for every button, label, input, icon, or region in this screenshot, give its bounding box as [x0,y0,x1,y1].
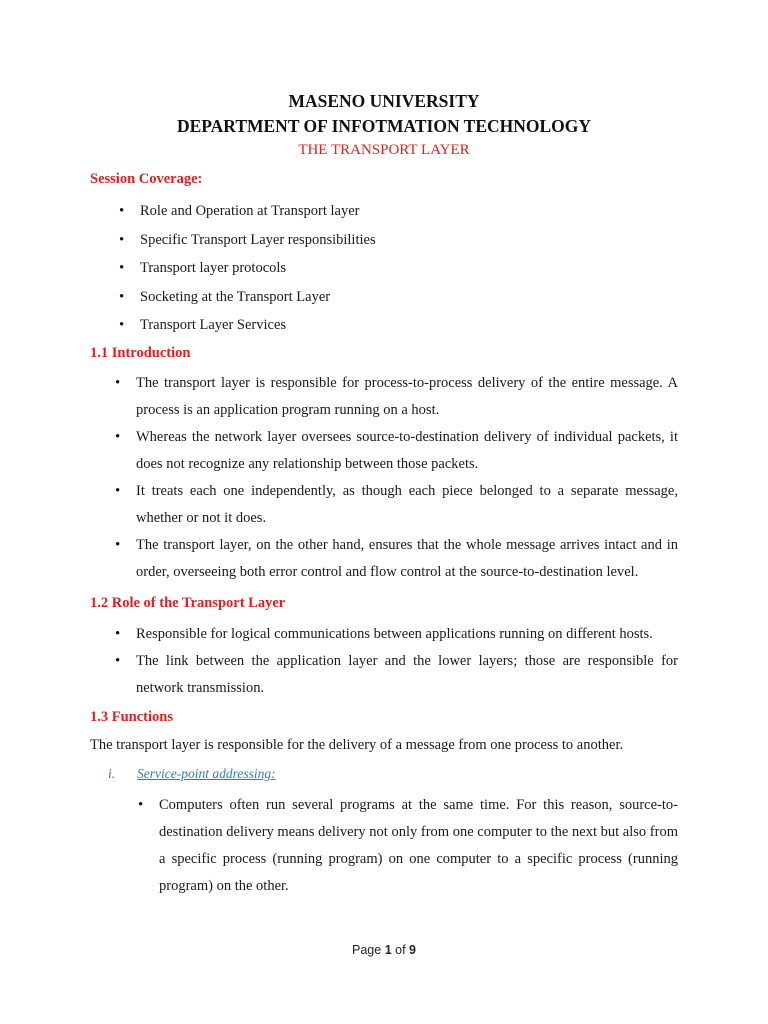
session-coverage-heading: Session Coverage: [90,171,203,187]
list-item: • The transport layer, on the other hand, ensures that the whole message arrives intact and in order, overseeing both error control and flow control at the source-to-destination level. [136,532,678,586]
list-item: • Transport layer protocols [140,254,680,283]
department-title: DEPARTMENT OF INFOTMATION TECHNOLOGY [176,116,592,136]
of-word: of [395,943,406,957]
session-coverage-list [140,197,680,340]
total-pages: 9 [409,943,416,957]
list-item: • Whereas the network layer oversees source-to-destination delivery of individual packets, it does not recognize any relationship between those packets. [136,424,678,478]
topic-title: THE TRANSPORT LAYER [298,142,470,158]
list-item: • Transport Layer Services [140,311,680,340]
functions-intro: The transport layer is responsible for the delivery of a message from one process to another. [90,737,624,753]
subsection-number: i. [108,766,116,781]
role-heading: 1.2 Role of the Transport Layer [90,595,286,611]
functions-heading: 1.3 Functions [90,709,173,725]
subsection-label: Service-point addressing: [137,766,276,781]
list-item: • The transport layer is responsible for process-to-process delivery of the entire message. A process is an application program running on a host. [136,370,678,424]
list-item: • It treats each one independently, as though each piece belonged to a separate message, whether or not it does. [136,478,678,532]
service-point-list [159,792,678,900]
university-title: MASENO UNIVERSITY [288,91,480,111]
service-point-addressing-heading [108,766,408,786]
list-item: • Role and Operation at Transport layer [140,197,680,226]
list-item: • Specific Transport Layer responsibilities [140,226,680,255]
list-item: • Responsible for logical communications between applications running on different hosts. [136,621,678,648]
list-item: • Computers often run several programs at the same time. For this reason, source-to-destination delivery means delivery not only from one computer to the next but also from a specific process (running program) on one computer to a specific process (running program) on the other. [159,792,678,900]
introduction-list [136,370,678,586]
page-number: 1 [384,943,392,957]
page-word: Page [352,943,382,957]
page-footer [0,943,768,957]
list-item: • Socketing at the Transport Layer [140,283,680,312]
role-list [136,621,678,702]
introduction-heading: 1.1 Introduction [90,345,191,361]
list-item: • The link between the application layer and the lower layers; those are responsible for network transmission. [136,648,678,702]
